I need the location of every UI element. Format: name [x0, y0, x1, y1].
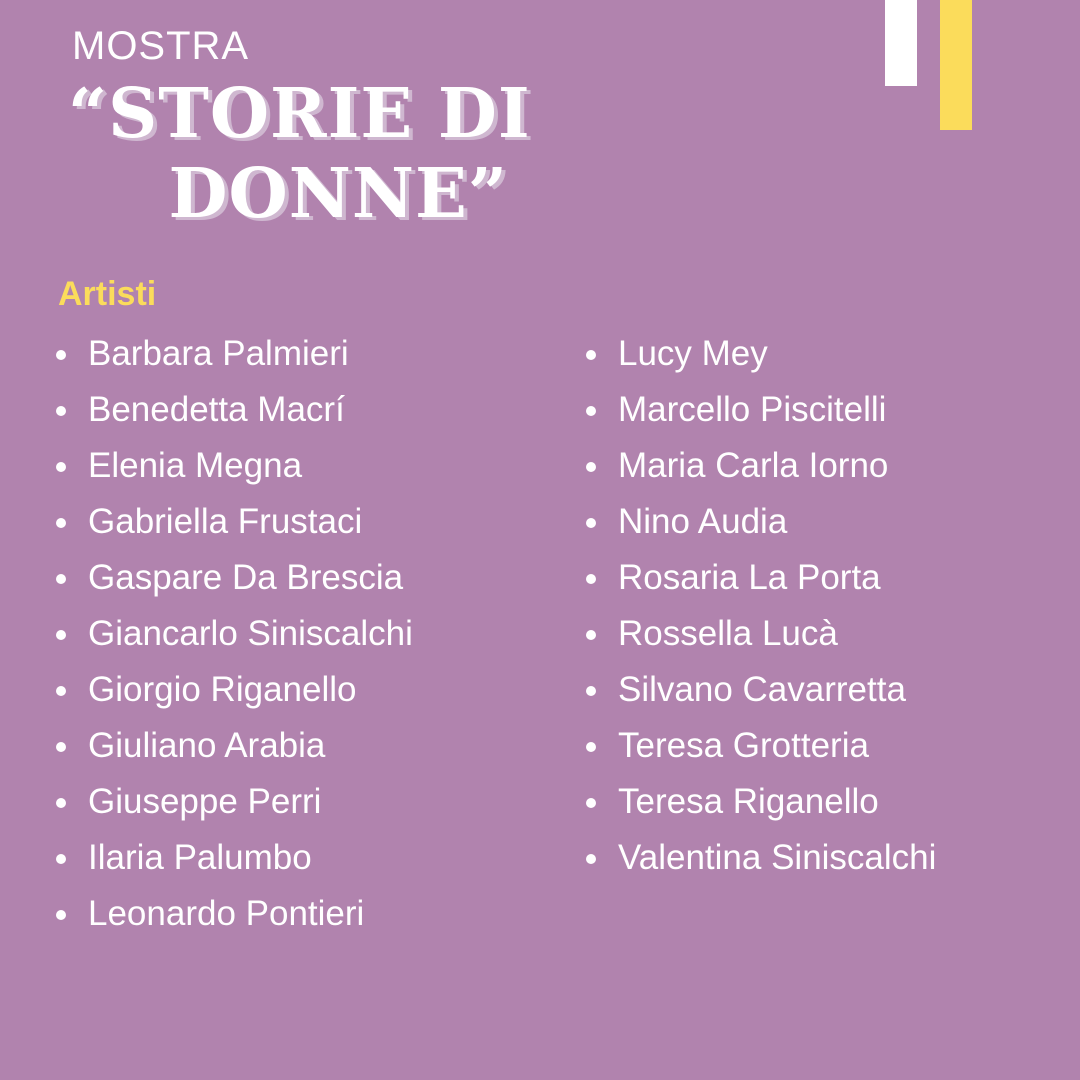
- bullet-icon: [586, 350, 596, 360]
- artist-item: [56, 326, 413, 382]
- artist-item: [586, 606, 936, 662]
- artist-name: Teresa Riganello: [618, 782, 879, 821]
- artist-name: Giuliano Arabia: [88, 726, 326, 765]
- title-line-2: DONNE”: [168, 154, 508, 234]
- artist-item: [586, 718, 936, 774]
- artist-name: Benedetta Macrí: [88, 390, 345, 429]
- bullet-icon: [586, 406, 596, 416]
- artist-name: Nino Audia: [618, 502, 788, 541]
- artist-item: [586, 494, 936, 550]
- artist-name: Silvano Cavarretta: [618, 670, 906, 709]
- artist-name: Giancarlo Siniscalchi: [88, 614, 413, 653]
- bullet-icon: [586, 742, 596, 752]
- artist-item: [56, 718, 413, 774]
- bullet-icon: [56, 798, 66, 808]
- artist-name: Rosaria La Porta: [618, 558, 881, 597]
- artist-item: [586, 550, 936, 606]
- artist-name: Barbara Palmieri: [88, 334, 349, 373]
- artists-list-right: [586, 326, 936, 886]
- artist-name: Gabriella Frustaci: [88, 502, 363, 541]
- bullet-icon: [56, 406, 66, 416]
- title-line-1: “STORIE DI: [68, 74, 531, 154]
- artist-item: [586, 326, 936, 382]
- artist-name: Rossella Lucà: [618, 614, 838, 653]
- artists-heading: Artisti: [58, 275, 157, 313]
- artists-list-left: [56, 326, 413, 942]
- artist-name: Lucy Mey: [618, 334, 768, 373]
- artist-name: Gaspare Da Brescia: [88, 558, 404, 597]
- bullet-icon: [56, 462, 66, 472]
- bullet-icon: [56, 518, 66, 528]
- artist-name: Marcello Piscitelli: [618, 390, 887, 429]
- bullet-icon: [586, 798, 596, 808]
- artist-item: [56, 606, 413, 662]
- artist-item: [56, 774, 413, 830]
- artist-item: [56, 550, 413, 606]
- bullet-icon: [56, 910, 66, 920]
- yellow-accent-bar: [940, 0, 972, 130]
- bullet-icon: [586, 574, 596, 584]
- artist-item: [56, 662, 413, 718]
- artist-name: Maria Carla Iorno: [618, 446, 889, 485]
- artist-item: [586, 774, 936, 830]
- bullet-icon: [586, 518, 596, 528]
- bullet-icon: [586, 686, 596, 696]
- artist-name: Giorgio Riganello: [88, 670, 357, 709]
- bullet-icon: [586, 462, 596, 472]
- artist-item: [56, 886, 413, 942]
- artist-item: [586, 830, 936, 886]
- bullet-icon: [56, 630, 66, 640]
- bullet-icon: [586, 630, 596, 640]
- bullet-icon: [56, 574, 66, 584]
- artist-name: Elenia Megna: [88, 446, 303, 485]
- artist-item: [586, 662, 936, 718]
- artist-name: Teresa Grotteria: [618, 726, 869, 765]
- artist-name: Giuseppe Perri: [88, 782, 322, 821]
- white-accent-bar: [885, 0, 917, 86]
- artist-item: [56, 382, 413, 438]
- bullet-icon: [56, 350, 66, 360]
- artist-item: [56, 494, 413, 550]
- bullet-icon: [56, 686, 66, 696]
- artist-item: [56, 438, 413, 494]
- artist-item: [586, 438, 936, 494]
- artist-item: [586, 382, 936, 438]
- artist-item: [56, 830, 413, 886]
- artist-name: Leonardo Pontieri: [88, 894, 365, 933]
- artist-name: Ilaria Palumbo: [88, 838, 312, 877]
- exhibition-title: [68, 74, 531, 234]
- exhibition-kicker: MOSTRA: [72, 24, 250, 68]
- bullet-icon: [56, 742, 66, 752]
- bullet-icon: [56, 854, 66, 864]
- bullet-icon: [586, 854, 596, 864]
- artist-name: Valentina Siniscalchi: [618, 838, 937, 877]
